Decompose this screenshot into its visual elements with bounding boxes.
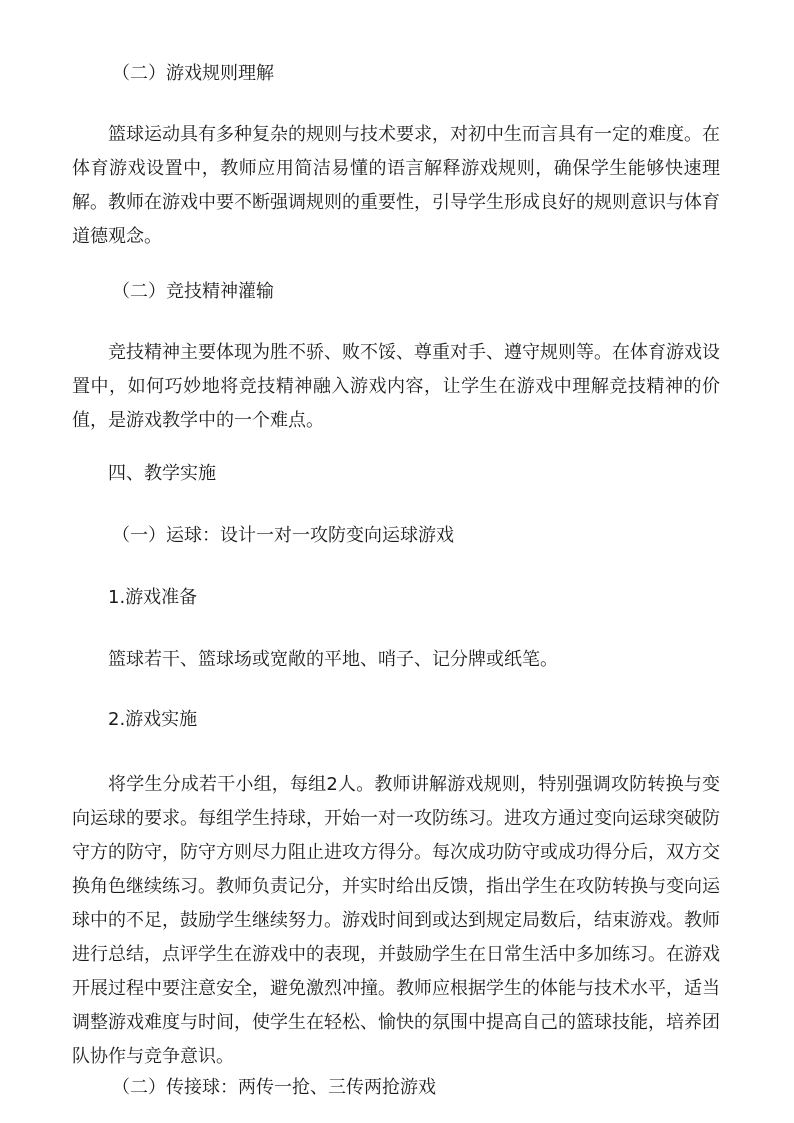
section-heading-spirit: （二）竞技精神灌输 (112, 281, 274, 302)
paragraph-prep: 篮球若干、篮球场或宽敞的平地、哨子、记分牌或纸笔。 (108, 649, 558, 670)
subheading-exec: 2.游戏实施 (108, 709, 198, 730)
section-heading-rules: （二）游戏规则理解 (112, 63, 274, 84)
section-heading-dribble: （一）运球：设计一对一攻防变向运球游戏 (112, 525, 454, 546)
subheading-prep: 1.游戏准备 (108, 587, 198, 608)
section-heading-implementation: 四、教学实施 (108, 463, 216, 484)
paragraph-exec: 将学生分成若干小组，每组2人。教师讲解游戏规则，特别强调攻防转换与变向运球的要求。每组学生持球，开始一对一攻防练习。进攻方通过变向运球突破防守方的防守，防守方则尽力阻止进攻方得分。每次成功防守或成功得分后，双方交换角色继续练习。教师负责记分，并实时给出反馈，指出学生在攻防转换与变向运球中的不足，鼓励学生继续努力。游戏时间到或达到规定局数后，结束游戏。教师进行总结，点评学生在游戏中的表现，并鼓励学生在日常生活中多加练习。在游戏开展过程中要注意安全，避免激烈冲撞。教师应根据学生的体能与技术水平，适当调整游戏难度与时间，使学生在轻松、愉快的氛围中提高自己的篮球技能，培养团队协作与竞争意识。 (72, 774, 720, 1067)
paragraph-spirit: 竞技精神主要体现为胜不骄、败不馁、尊重对手、遵守规则等。在体育游戏设置中，如何巧妙地将竞技精神融入游戏内容，让学生在游戏中理解竞技精神的价值，是游戏教学中的一个难点。 (72, 342, 720, 431)
paragraph-rules: 篮球运动具有多种复杂的规则与技术要求，对初中生而言具有一定的难度。在体育游戏设置中，教师应用简洁易懂的语言解释游戏规则，确保学生能够快速理解。教师在游戏中要不断强调规则的重要性，引导学生形成良好的规则意识与体育道德观念。 (72, 124, 720, 247)
section-heading-pass: （二）传接球：两传一抢、三传两抢游戏 (112, 1077, 436, 1098)
